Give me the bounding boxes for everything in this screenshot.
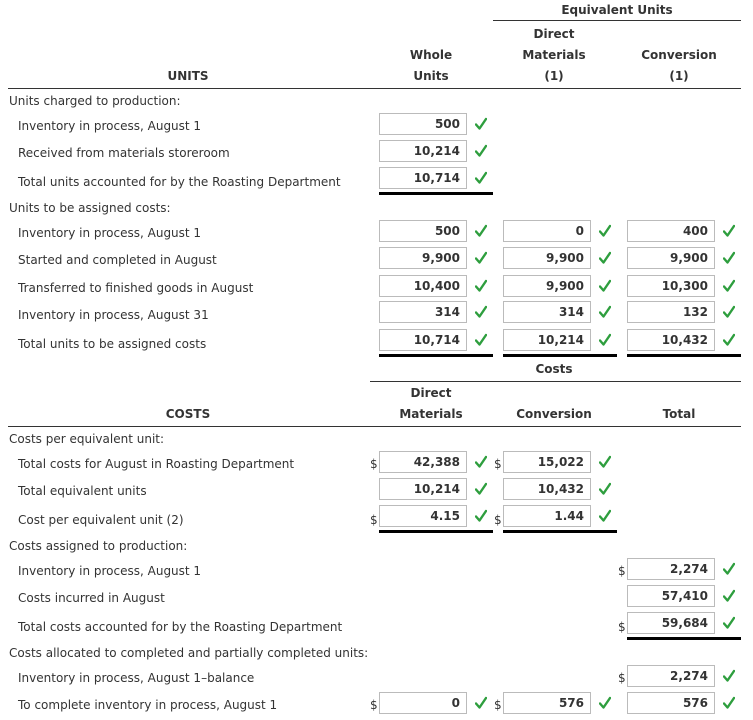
dollar-sign: $ [494,457,502,471]
dollar-sign: $ [494,513,502,527]
check-icon [723,589,735,603]
check-icon [723,279,735,293]
total-eu-label: Total equivalent units [18,484,147,498]
units-heading: UNITS [167,69,209,83]
check-icon [475,333,487,347]
double-rule [379,530,493,533]
inv-aug1-whole-input[interactable]: 500 [379,113,467,135]
double-rule [627,354,741,357]
total-costs-label: Total costs for August in Roasting Department [18,457,295,471]
check-icon [475,509,487,523]
check-icon [475,696,487,710]
dollar-sign: $ [618,671,626,685]
total-eu-dm-input[interactable]: 10,214 [379,478,467,500]
check-icon [475,224,487,238]
unit-row-conv-input[interactable]: 9,900 [627,247,715,269]
total-costs-dm-input[interactable]: 42,388 [379,451,467,473]
dollar-sign: $ [618,564,626,578]
dollar-sign: $ [618,620,626,634]
unit-row-dm-input[interactable]: 9,900 [503,247,591,269]
dm-heading-line2: Materials [522,48,586,62]
check-icon [723,669,735,683]
unit-row-dm-input[interactable]: 9,900 [503,275,591,297]
costs-group-heading: Costs [535,362,573,376]
unit-row-conv-input[interactable]: 10,432 [627,329,715,351]
check-icon [599,279,611,293]
complete-inv-label: To complete inventory in process, August 1 [18,698,278,712]
cost-per-eu-dm-input[interactable]: 4.15 [379,505,467,527]
check-icon [599,455,611,469]
check-icon [599,224,611,238]
total-costs-accounted-label: Total costs accounted for by the Roasting Department [18,620,343,634]
check-icon [475,279,487,293]
check-icon [599,333,611,347]
dollar-sign: $ [370,513,378,527]
double-rule [503,354,617,357]
unit-row-conv-input[interactable]: 132 [627,301,715,323]
unit-row-label: Total units to be assigned costs [18,337,207,351]
cost-per-eu-conv-input[interactable]: 1.44 [503,505,591,527]
dm-heading-line1: Direct [533,27,575,41]
check-icon [599,251,611,265]
balance-total-input[interactable]: 2,274 [627,665,715,687]
costs-dm-heading-line1: Direct [410,386,452,400]
received-label: Received from materials storeroom [18,146,230,160]
unit-row-label: Transferred to finished goods in August [18,281,254,295]
check-icon [599,482,611,496]
unit-row-label: Inventory in process, August 1 [18,226,202,240]
double-rule [379,192,493,195]
double-rule [627,637,741,640]
dollar-sign: $ [370,457,378,471]
total-units-accounted-input[interactable]: 10,714 [379,167,467,189]
check-icon [475,117,487,131]
balance-label: Inventory in process, August 1–balance [18,671,255,685]
dm-heading-line3: (1) [544,69,564,83]
total-costs-conv-input[interactable]: 15,022 [503,451,591,473]
total-eu-conv-input[interactable]: 10,432 [503,478,591,500]
check-icon [723,562,735,576]
check-icon [723,224,735,238]
unit-row-whole-input[interactable]: 314 [379,301,467,323]
unit-row-whole-input[interactable]: 9,900 [379,247,467,269]
unit-row-dm-input[interactable]: 314 [503,301,591,323]
unit-row-dm-input[interactable]: 10,214 [503,329,591,351]
double-rule [503,530,617,533]
unit-row-whole-input[interactable]: 10,714 [379,329,467,351]
units-assigned-heading: Units to be assigned costs: [9,201,171,215]
whole-units-heading-line1: Whole [409,48,453,62]
total-costs-accounted-input[interactable]: 59,684 [627,612,715,634]
costs-per-eu-heading: Costs per equivalent unit: [9,432,165,446]
unit-row-whole-input[interactable]: 500 [379,220,467,242]
check-icon [599,696,611,710]
received-whole-input[interactable]: 10,214 [379,140,467,162]
costs-inv-aug1-total-input[interactable]: 2,274 [627,558,715,580]
costs-incurred-label: Costs incurred in August [18,591,165,605]
complete-inv-total-input[interactable]: 576 [627,692,715,714]
check-icon [599,509,611,523]
cost-per-eu-label: Cost per equivalent unit (2) [18,513,184,527]
check-icon [475,251,487,265]
costs-allocated-heading: Costs allocated to completed and partially completed units: [9,646,369,660]
inv-aug1-label: Inventory in process, August 1 [18,119,202,133]
equivalent-units-heading: Equivalent Units [561,3,673,17]
dollar-sign: $ [494,698,502,712]
check-icon [599,305,611,319]
unit-row-label: Inventory in process, August 31 [18,308,209,322]
check-icon [475,455,487,469]
costs-conv-heading: Conversion [516,407,592,421]
check-icon [475,482,487,496]
costs-heading: COSTS [165,407,211,421]
costs-total-heading: Total [662,407,696,421]
unit-row-whole-input[interactable]: 10,400 [379,275,467,297]
total-units-accounted-label: Total units accounted for by the Roasting Department [18,175,341,189]
costs-header-divider [8,426,741,427]
check-icon [723,696,735,710]
double-rule [379,354,493,357]
check-icon [723,333,735,347]
check-icon [723,305,735,319]
costs-dm-heading-line2: Materials [399,407,463,421]
conv-heading-line2: (1) [669,69,689,83]
costs-incurred-total-input[interactable]: 57,410 [627,585,715,607]
conv-heading-line1: Conversion [641,48,717,62]
unit-row-label: Started and completed in August [18,253,217,267]
unit-row-conv-input[interactable]: 10,300 [627,275,715,297]
divider [493,20,741,21]
check-icon [475,171,487,185]
check-icon [723,251,735,265]
check-icon [723,616,735,630]
complete-inv-dm-input[interactable]: 0 [379,692,467,714]
whole-units-heading-line2: Units [413,69,449,83]
costs-inv-aug1-label: Inventory in process, August 1 [18,564,202,578]
units-header-divider [8,88,741,89]
dollar-sign: $ [370,698,378,712]
unit-row-dm-input[interactable]: 0 [503,220,591,242]
units-charged-heading: Units charged to production: [9,94,181,108]
check-icon [475,305,487,319]
costs-assigned-heading: Costs assigned to production: [9,539,188,553]
unit-row-conv-input[interactable]: 400 [627,220,715,242]
divider [370,381,741,382]
check-icon [475,144,487,158]
complete-inv-conv-input[interactable]: 576 [503,692,591,714]
